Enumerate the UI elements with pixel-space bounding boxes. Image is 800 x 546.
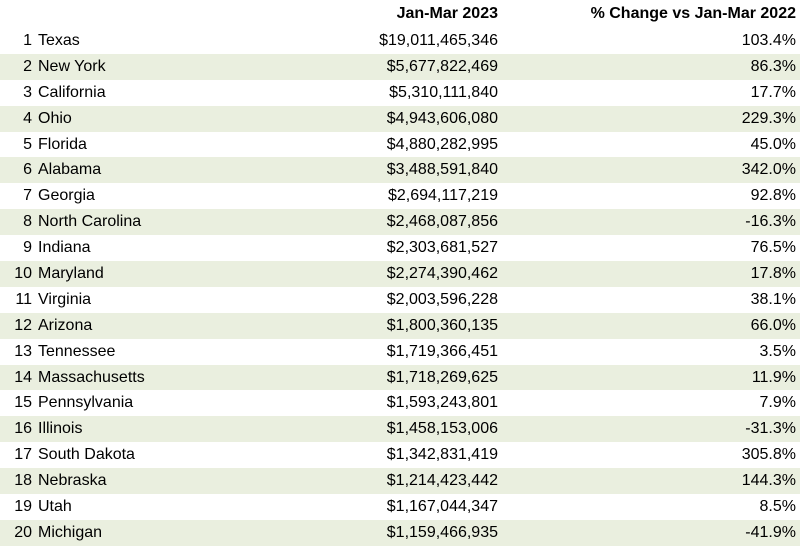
change-cell: -41.9% xyxy=(745,523,796,541)
state-name-cell: Virginia xyxy=(38,290,92,308)
value-cell: $1,719,366,451 xyxy=(386,342,498,360)
value-cell: $19,011,465,346 xyxy=(379,32,498,49)
state-name-cell: South Dakota xyxy=(38,446,135,464)
value-cell: $4,880,282,995 xyxy=(386,135,498,153)
state-name-cell: Indiana xyxy=(38,239,91,257)
change-cell: 17.8% xyxy=(750,265,796,283)
value-cell: $1,214,423,442 xyxy=(386,472,498,490)
rank-cell: 4 xyxy=(23,109,32,127)
table-row xyxy=(0,209,800,235)
rank-cell: 6 xyxy=(23,161,32,179)
value-cell: $5,677,822,469 xyxy=(386,57,498,75)
value-cell: $1,159,466,935 xyxy=(386,523,498,541)
table-row xyxy=(0,520,800,546)
change-cell: 11.9% xyxy=(751,368,796,386)
table-row xyxy=(0,494,800,520)
value-column-header: Jan-Mar 2023 xyxy=(396,5,498,22)
table-header xyxy=(0,0,800,28)
change-cell: 342.0% xyxy=(741,161,796,179)
value-cell: $1,342,831,419 xyxy=(386,446,498,464)
change-cell: 86.3% xyxy=(750,57,796,75)
rank-cell: 3 xyxy=(23,83,32,101)
state-name-cell: Tennessee xyxy=(38,342,116,360)
rank-cell: 14 xyxy=(14,368,32,386)
rank-cell: 19 xyxy=(14,498,32,516)
table-row xyxy=(0,28,800,54)
rank-cell: 2 xyxy=(23,57,32,75)
rank-cell: 12 xyxy=(14,316,32,334)
change-cell: 144.3% xyxy=(741,472,796,490)
change-cell: -16.3% xyxy=(745,213,796,231)
table-row xyxy=(0,132,800,158)
value-cell: $2,694,117,219 xyxy=(387,187,498,205)
change-cell: 38.1% xyxy=(750,290,796,308)
table-row xyxy=(0,235,800,261)
state-name-cell: Nebraska xyxy=(38,472,107,490)
rank-cell: 7 xyxy=(23,187,32,205)
rank-cell: 13 xyxy=(14,342,32,360)
rank-cell: 5 xyxy=(23,135,32,153)
value-cell: $2,303,681,527 xyxy=(386,239,498,257)
table-row xyxy=(0,54,800,80)
value-cell: $2,468,087,856 xyxy=(386,213,498,231)
rank-cell: 20 xyxy=(14,523,32,541)
state-name-cell: Pennsylvania xyxy=(38,394,134,412)
rank-cell: 16 xyxy=(14,420,32,438)
change-cell: 66.0% xyxy=(750,316,796,334)
value-cell: $2,274,390,462 xyxy=(386,265,498,283)
table-row xyxy=(0,390,800,416)
table-row xyxy=(0,442,800,468)
state-name-cell: Arizona xyxy=(38,316,93,334)
state-name-cell: Michigan xyxy=(38,523,103,541)
table-row xyxy=(0,106,800,132)
change-cell: 76.5% xyxy=(750,239,796,257)
table-row xyxy=(0,261,800,287)
state-name-cell: Illinois xyxy=(38,420,83,438)
change-cell: 305.8% xyxy=(741,446,796,464)
change-cell: 3.5% xyxy=(759,342,796,360)
table-row xyxy=(0,365,800,391)
rank-cell: 17 xyxy=(14,446,32,464)
state-name-cell: North Carolina xyxy=(38,213,142,231)
table-row xyxy=(0,183,800,209)
rank-cell: 11 xyxy=(15,290,32,308)
value-cell: $5,310,111,840 xyxy=(389,83,498,101)
rank-cell: 15 xyxy=(14,394,32,412)
state-name-cell: Texas xyxy=(38,32,80,49)
state-name-cell: New York xyxy=(38,57,106,75)
change-cell: 103.4% xyxy=(741,32,796,49)
state-name-cell: Alabama xyxy=(38,161,102,179)
rank-cell: 18 xyxy=(14,472,32,490)
table-row xyxy=(0,80,800,106)
rank-cell: 8 xyxy=(23,213,32,231)
change-cell: 7.9% xyxy=(759,394,796,412)
change-cell: 8.5% xyxy=(759,498,796,516)
change-cell: 92.8% xyxy=(750,187,796,205)
table-body xyxy=(0,28,800,546)
table-row xyxy=(0,339,800,365)
table-row xyxy=(0,313,800,339)
value-cell: $1,593,243,801 xyxy=(386,394,498,412)
table-row xyxy=(0,416,800,442)
value-cell: $1,458,153,006 xyxy=(386,420,498,438)
state-name-cell: Georgia xyxy=(38,187,95,205)
change-cell: -31.3% xyxy=(745,420,796,438)
rank-cell: 9 xyxy=(23,239,32,257)
state-name-cell: Utah xyxy=(38,498,72,516)
change-column-header: % Change vs Jan-Mar 2022 xyxy=(590,5,796,22)
state-name-cell: Massachusetts xyxy=(38,368,145,386)
value-cell: $1,800,360,135 xyxy=(386,316,498,334)
table-row xyxy=(0,157,800,183)
state-name-cell: Ohio xyxy=(38,109,72,127)
value-cell: $2,003,596,228 xyxy=(386,290,498,308)
change-cell: 229.3% xyxy=(741,109,796,127)
rank-cell: 1 xyxy=(23,32,32,49)
change-cell: 17.7% xyxy=(750,83,796,101)
change-cell: 45.0% xyxy=(750,135,796,153)
table-row xyxy=(0,287,800,313)
value-cell: $4,943,606,080 xyxy=(386,109,498,127)
rank-cell: 10 xyxy=(14,265,32,283)
state-name-cell: California xyxy=(38,83,106,101)
value-cell: $1,167,044,347 xyxy=(386,498,498,516)
value-cell: $3,488,591,840 xyxy=(386,161,498,179)
value-cell: $1,718,269,625 xyxy=(386,368,498,386)
state-name-cell: Maryland xyxy=(38,265,104,283)
state-name-cell: Florida xyxy=(38,135,87,153)
table-row xyxy=(0,468,800,494)
